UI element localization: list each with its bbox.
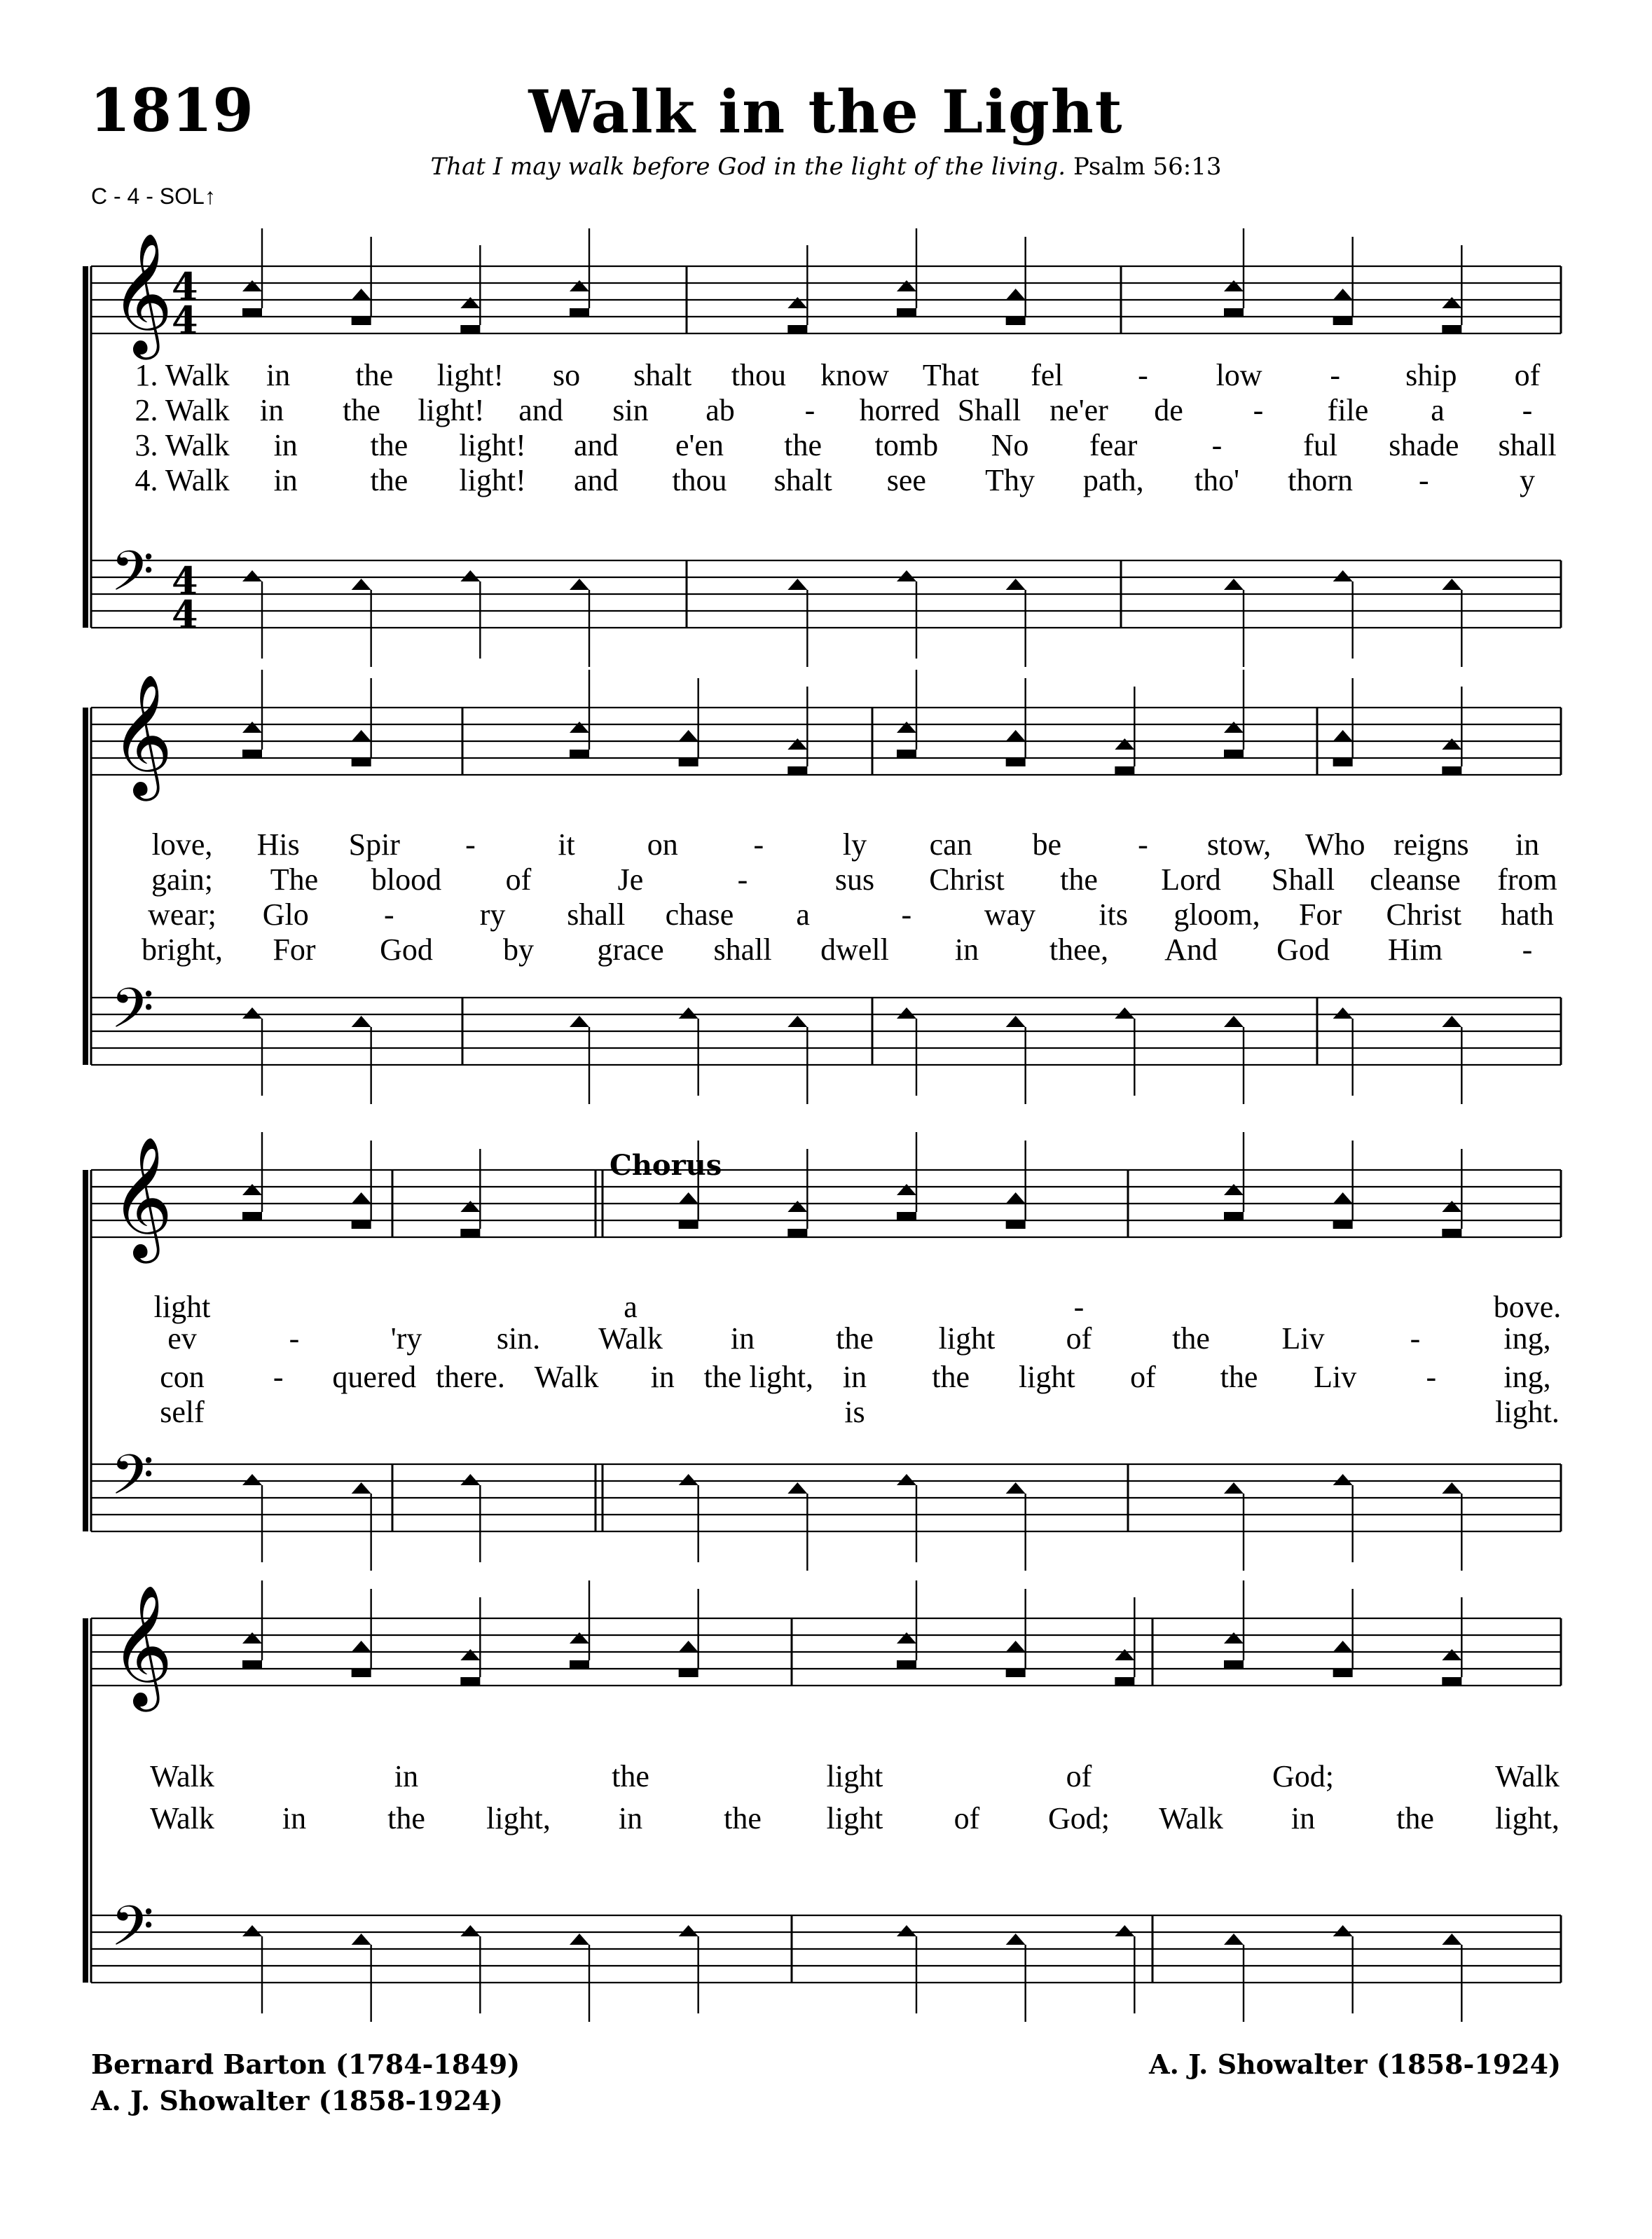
- lyric-syllable: God: [1276, 932, 1330, 967]
- lyric-syllable: thorn: [1288, 463, 1354, 497]
- note-head: [352, 1641, 371, 1652]
- lyric-syllable: light!: [459, 428, 526, 462]
- time-signature: 4: [172, 558, 198, 603]
- lyric-syllable: Thy: [985, 463, 1035, 497]
- lyric-syllable: e'en: [675, 428, 724, 462]
- lyric-syllable: the: [370, 463, 408, 497]
- note-head: [897, 1007, 916, 1019]
- note-head: [679, 730, 698, 741]
- system-bracket: [83, 708, 88, 1065]
- lyric-syllable: Christ: [1386, 897, 1462, 932]
- note-head: [352, 1016, 371, 1027]
- lyric-syllable: the: [612, 1759, 649, 1793]
- lyric-syllable: ful: [1303, 428, 1338, 462]
- lyric-syllable: stow,: [1206, 827, 1272, 862]
- lyric-syllable: -: [384, 897, 394, 932]
- note-head: [1006, 1641, 1026, 1652]
- note-head: [787, 1482, 807, 1494]
- note-head: [352, 730, 371, 741]
- lyric-syllable: dwell: [820, 932, 889, 967]
- bass-clef-icon: 𝄢: [111, 1894, 154, 1972]
- lyric-syllable: -: [753, 827, 764, 862]
- note-head: [1333, 1474, 1353, 1485]
- note-head: [1224, 1632, 1244, 1644]
- note-head: [1006, 289, 1026, 300]
- lyric-syllable: tomb: [874, 428, 939, 462]
- lyric-syllable: is: [844, 1395, 865, 1429]
- lyric-syllable: light!: [459, 463, 526, 497]
- lyric-syllable: grace: [597, 932, 664, 967]
- lyric-syllable: file: [1327, 393, 1369, 427]
- lyric-syllable: thou: [672, 463, 727, 497]
- lyric-syllable: con: [160, 1360, 205, 1394]
- system-bracket: [83, 1618, 88, 1983]
- note-head: [897, 722, 916, 733]
- lyric-syllable: -: [1418, 463, 1429, 497]
- lyric-syllable: light,: [486, 1801, 551, 1835]
- lyric-syllable: That: [922, 358, 979, 392]
- note-head: [679, 1641, 698, 1652]
- lyric-syllable: can: [929, 827, 972, 862]
- note-head: [242, 570, 262, 581]
- lyric-syllable: in: [266, 358, 291, 392]
- chorus-label: Chorus: [610, 1149, 722, 1182]
- lyric-syllable: -: [1211, 428, 1223, 462]
- lyric-syllable: -: [804, 393, 815, 427]
- lyric-syllable: by: [503, 932, 534, 967]
- lyric-syllable: thee,: [1049, 932, 1109, 967]
- lyric-syllable: Walk: [598, 1321, 663, 1356]
- lyric-syllable: light!: [418, 393, 485, 427]
- note-head: [1333, 1007, 1353, 1019]
- lyric-syllable: light!: [436, 358, 504, 392]
- note-head: [242, 1632, 262, 1644]
- lyric-syllable: light: [826, 1801, 883, 1835]
- note-head: [1115, 1649, 1134, 1660]
- lyric-syllable: gain;: [151, 862, 213, 897]
- lyric-syllable: see: [886, 463, 926, 497]
- lyric-syllable: -: [1253, 393, 1264, 427]
- note-head: [1333, 1641, 1353, 1652]
- lyric-syllable: 4. Walk: [135, 463, 230, 497]
- lyric-syllable: the: [343, 393, 380, 427]
- lyric-syllable: reigns: [1393, 827, 1469, 862]
- lyric-syllable: Shall: [1271, 862, 1335, 897]
- note-head: [897, 1184, 916, 1195]
- lyric-syllable: the: [932, 1360, 970, 1394]
- note-head: [570, 1632, 589, 1644]
- lyric-syllable: in: [273, 463, 298, 497]
- epigraph-reference: Psalm 56:13: [1073, 153, 1222, 181]
- lyric-syllable: the: [836, 1321, 874, 1356]
- lyric-syllable: 'ry: [390, 1321, 422, 1356]
- lyric-syllable: on: [647, 827, 678, 862]
- lyric-syllable: light: [1018, 1360, 1075, 1394]
- lyric-syllable: the: [1172, 1321, 1210, 1356]
- lyric-syllable: a: [624, 1290, 638, 1324]
- credit-words-author-2: A. J. Showalter (1858-1924): [91, 2085, 503, 2116]
- note-head: [242, 1925, 262, 1936]
- system-bracket: [83, 1170, 88, 1531]
- lyric-syllable: -: [901, 897, 912, 932]
- note-head: [1442, 738, 1461, 750]
- note-head: [1006, 1016, 1026, 1027]
- note-head: [787, 1201, 807, 1212]
- lyric-syllable: His: [256, 827, 300, 862]
- note-head: [1442, 1482, 1461, 1494]
- treble-clef-icon: 𝄞: [111, 1136, 173, 1258]
- lyric-syllable: Lord: [1161, 862, 1221, 897]
- lyric-syllable: quered: [332, 1360, 417, 1394]
- lyric-syllable: sus: [834, 862, 875, 897]
- note-head: [1333, 289, 1353, 300]
- lyric-syllable: The: [270, 862, 319, 897]
- lyric-syllable: Walk: [534, 1360, 599, 1394]
- lyric-syllable: way: [984, 897, 1036, 932]
- note-head: [242, 1474, 262, 1485]
- note-head: [679, 1474, 698, 1485]
- lyric-syllable: in: [394, 1759, 419, 1793]
- lyric-syllable: ing,: [1503, 1321, 1551, 1356]
- lyric-syllable: -: [1522, 393, 1533, 427]
- lyric-syllable: fear: [1089, 428, 1138, 462]
- lyric-syllable: Liv: [1281, 1321, 1325, 1356]
- lyric-syllable: the: [724, 1801, 762, 1835]
- note-head: [460, 297, 480, 308]
- lyric-syllable: God;: [1272, 1759, 1334, 1793]
- note-head: [897, 1632, 916, 1644]
- lyric-syllable: gloom,: [1173, 897, 1260, 932]
- lyric-syllable: a: [1431, 393, 1445, 427]
- note-head: [1224, 1016, 1244, 1027]
- lyric-syllable: of: [1066, 1321, 1092, 1356]
- lyric-syllable: in: [618, 1801, 643, 1835]
- lyric-syllable: hath: [1501, 897, 1554, 932]
- lyric-syllable: Liv: [1314, 1360, 1357, 1394]
- lyric-syllable: in: [730, 1321, 755, 1356]
- lyric-syllable: love,: [151, 827, 213, 862]
- lyric-syllable: Je: [617, 862, 644, 897]
- lyric-syllable: 2. Walk: [135, 393, 230, 427]
- lyric-syllable: -: [1330, 358, 1341, 392]
- note-head: [1442, 1201, 1461, 1212]
- lyric-syllable: 3. Walk: [135, 428, 230, 462]
- lyric-syllable: shall: [1498, 428, 1557, 462]
- note-head: [570, 579, 589, 590]
- note-head: [1224, 722, 1244, 733]
- lyric-syllable: thou: [731, 358, 786, 392]
- note-head: [460, 1201, 480, 1212]
- note-head: [1442, 579, 1461, 590]
- lyric-syllable: in: [1515, 827, 1540, 862]
- note-head: [242, 1007, 262, 1019]
- note-head: [787, 738, 807, 750]
- lyric-syllable: Shall: [957, 393, 1021, 427]
- lyric-syllable: wear;: [148, 897, 216, 932]
- note-head: [1224, 1934, 1244, 1945]
- note-head: [460, 1925, 480, 1936]
- lyric-syllable: -: [1138, 358, 1148, 392]
- lyric-syllable: Walk: [150, 1801, 214, 1835]
- lyric-syllable: Walk: [150, 1759, 214, 1793]
- lyric-syllable: -: [289, 1321, 300, 1356]
- lyric-syllable: light,: [1495, 1801, 1560, 1835]
- note-head: [1333, 730, 1353, 741]
- lyric-syllable: the: [355, 358, 394, 392]
- lyric-syllable: -: [1426, 1360, 1437, 1394]
- note-head: [1442, 1934, 1461, 1945]
- lyric-syllable: and: [574, 463, 619, 497]
- lyric-syllable: ab: [705, 393, 735, 427]
- lyric-syllable: sin: [612, 393, 649, 427]
- lyric-syllable: chase: [665, 897, 734, 932]
- note-head: [352, 579, 371, 590]
- lyric-syllable: shall: [567, 897, 626, 932]
- treble-clef-icon: 𝄞: [111, 1585, 173, 1707]
- note-head: [897, 570, 916, 581]
- note-head: [352, 1192, 371, 1204]
- note-head: [242, 1184, 262, 1195]
- note-head: [1006, 730, 1026, 741]
- note-head: [1115, 1925, 1134, 1936]
- note-head: [1224, 579, 1244, 590]
- note-head: [897, 1925, 916, 1936]
- lyric-syllable: tho': [1194, 463, 1239, 497]
- note-head: [352, 1934, 371, 1945]
- lyric-syllable: in: [1290, 1801, 1316, 1835]
- lyric-syllable: Who: [1305, 827, 1365, 862]
- lyric-syllable: the light,: [703, 1360, 814, 1394]
- lyric-syllable: so: [553, 358, 581, 392]
- note-head: [1333, 570, 1353, 581]
- note-head: [1224, 1482, 1244, 1494]
- tune-info: C - 4 - SOL↑: [91, 184, 216, 209]
- lyric-syllable: blood: [371, 862, 442, 897]
- lyric-syllable: bright,: [141, 932, 223, 967]
- lyric-syllable: the: [1220, 1360, 1258, 1394]
- epigraph-quote: That I may walk before God in the light of the living.: [430, 153, 1066, 181]
- lyric-syllable: -: [1138, 827, 1148, 862]
- lyric-syllable: in: [282, 1801, 307, 1835]
- note-head: [570, 1934, 589, 1945]
- lyric-syllable: of: [1514, 358, 1541, 392]
- note-head: [1224, 1184, 1244, 1195]
- lyric-syllable: self: [160, 1395, 205, 1429]
- note-head: [1442, 1649, 1461, 1660]
- lyric-syllable: cleanse: [1370, 862, 1461, 897]
- treble-clef-icon: 𝄞: [111, 674, 173, 796]
- lyric-syllable: be: [1032, 827, 1062, 862]
- lyric-syllable: Him: [1387, 932, 1443, 967]
- lyric-syllable: shade: [1389, 428, 1459, 462]
- lyric-syllable: shalt: [773, 463, 832, 497]
- lyric-syllable: Spir: [348, 827, 400, 862]
- lyric-syllable: ev: [167, 1321, 197, 1356]
- lyric-syllable: of: [505, 862, 532, 897]
- lyric-syllable: light: [938, 1321, 996, 1356]
- lyric-syllable: ry: [479, 897, 506, 932]
- bass-clef-icon: 𝄢: [111, 1442, 154, 1521]
- lyric-syllable: Glo: [262, 897, 309, 932]
- note-head: [352, 289, 371, 300]
- note-head: [460, 1649, 480, 1660]
- note-head: [679, 1192, 698, 1204]
- note-head: [352, 1482, 371, 1494]
- note-head: [460, 570, 480, 581]
- credit-music-composer: A. J. Showalter (1858-1924): [1149, 2048, 1561, 2080]
- lyric-syllable: of: [954, 1801, 980, 1835]
- lyric-syllable: it: [558, 827, 575, 862]
- lyric-syllable: low: [1216, 358, 1262, 392]
- credit-words-author: Bernard Barton (1784-1849): [91, 2048, 521, 2080]
- lyric-syllable: and: [574, 428, 619, 462]
- note-head: [460, 1474, 480, 1485]
- lyric-syllable: from: [1497, 862, 1557, 897]
- lyric-syllable: the: [784, 428, 822, 462]
- lyric-syllable: and: [518, 393, 563, 427]
- note-head: [570, 1016, 589, 1027]
- lyric-syllable: a: [796, 897, 810, 932]
- note-head: [787, 297, 807, 308]
- note-head: [1442, 297, 1461, 308]
- lyric-syllable: ly: [842, 827, 867, 862]
- lyric-syllable: And: [1164, 932, 1218, 967]
- lyric-syllable: in: [273, 428, 298, 462]
- note-head: [1006, 1192, 1026, 1204]
- lyric-syllable: -: [1410, 1321, 1421, 1356]
- lyric-syllable: ship: [1405, 358, 1457, 392]
- lyric-syllable: in: [842, 1360, 867, 1394]
- lyric-syllable: in: [259, 393, 284, 427]
- lyric-syllable: horred: [859, 393, 940, 427]
- note-head: [1115, 738, 1134, 750]
- system-bracket: [83, 266, 88, 628]
- lyric-syllable: the: [1396, 1801, 1434, 1835]
- lyric-syllable: No: [991, 428, 1029, 462]
- lyric-syllable: Christ: [929, 862, 1005, 897]
- note-head: [897, 280, 916, 291]
- lyric-syllable: path,: [1082, 463, 1144, 497]
- lyric-syllable: 1. Walk: [135, 358, 230, 392]
- lyric-syllable: y: [1520, 463, 1535, 497]
- lyric-syllable: ing,: [1503, 1360, 1551, 1394]
- time-signature: 4: [172, 264, 198, 309]
- lyric-syllable: light.: [1495, 1395, 1560, 1429]
- lyric-syllable: ne'er: [1049, 393, 1108, 427]
- lyric-syllable: For: [273, 932, 316, 967]
- note-head: [679, 1925, 698, 1936]
- lyric-syllable: the: [370, 428, 408, 462]
- svg-text:4: 4: [172, 298, 198, 343]
- lyric-syllable: sin.: [496, 1321, 541, 1356]
- hymn-number: 1819: [90, 76, 254, 145]
- lyric-syllable: the: [387, 1801, 425, 1835]
- lyric-syllable: there.: [435, 1360, 505, 1394]
- lyric-syllable: -: [1073, 1290, 1085, 1324]
- lyric-syllable: light: [153, 1290, 211, 1324]
- bass-clef-icon: 𝄢: [111, 976, 154, 1054]
- treble-clef-icon: 𝄞: [111, 233, 173, 354]
- note-head: [787, 1016, 807, 1027]
- note-head: [242, 280, 262, 291]
- note-head: [570, 722, 589, 733]
- lyric-syllable: shall: [713, 932, 772, 967]
- note-head: [242, 722, 262, 733]
- note-head: [1333, 1925, 1353, 1936]
- lyric-syllable: -: [737, 862, 748, 897]
- lyric-syllable: light: [826, 1759, 883, 1793]
- note-head: [1006, 1934, 1026, 1945]
- lyric-syllable: -: [273, 1360, 284, 1394]
- lyric-syllable: shalt: [633, 358, 692, 392]
- note-head: [570, 280, 589, 291]
- svg-text:4: 4: [172, 592, 198, 637]
- bass-clef-icon: 𝄢: [111, 539, 154, 617]
- lyric-syllable: fel: [1031, 358, 1064, 392]
- note-head: [1442, 1016, 1461, 1027]
- lyric-syllable: Walk: [1159, 1801, 1223, 1835]
- note-head: [1115, 1007, 1134, 1019]
- note-head: [897, 1474, 916, 1485]
- note-head: [1224, 280, 1244, 291]
- lyric-syllable: of: [1130, 1360, 1156, 1394]
- note-head: [679, 1007, 698, 1019]
- lyric-syllable: -: [465, 827, 476, 862]
- note-head: [1006, 1482, 1026, 1494]
- note-head: [1333, 1192, 1353, 1204]
- lyric-syllable: de: [1154, 393, 1183, 427]
- lyric-syllable: its: [1099, 897, 1129, 932]
- hymn-title: Walk in the Light: [528, 77, 1124, 146]
- lyric-syllable: God;: [1048, 1801, 1110, 1835]
- lyric-syllable: bove.: [1493, 1290, 1562, 1324]
- lyric-syllable: in: [650, 1360, 675, 1394]
- note-head: [1006, 579, 1026, 590]
- lyric-syllable: -: [1522, 932, 1533, 967]
- note-head: [787, 579, 807, 590]
- lyric-syllable: Walk: [1495, 1759, 1560, 1793]
- lyric-syllable: of: [1066, 1759, 1092, 1793]
- lyric-syllable: God: [380, 932, 433, 967]
- lyric-syllable: in: [954, 932, 979, 967]
- lyric-syllable: the: [1060, 862, 1098, 897]
- lyric-syllable: For: [1299, 897, 1342, 932]
- lyric-syllable: know: [820, 358, 889, 392]
